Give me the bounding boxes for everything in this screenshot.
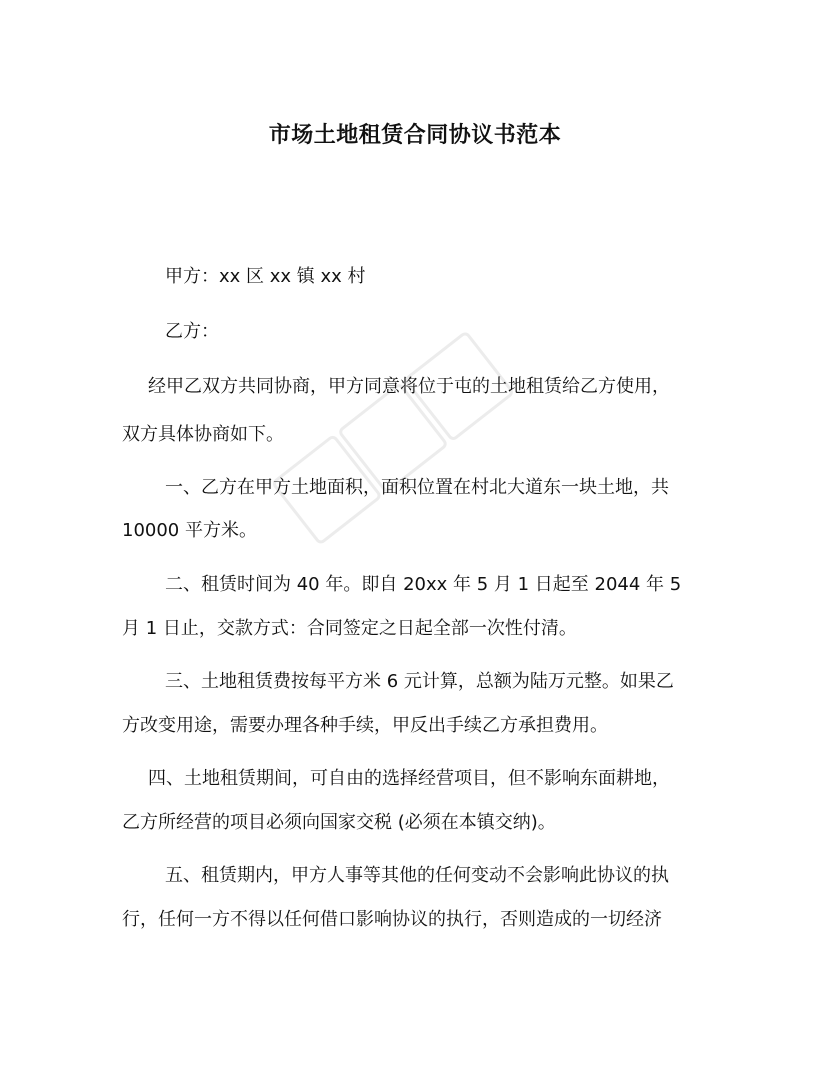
- intro-line-2: 双方具体协商如下。: [122, 424, 284, 445]
- intro-line-1: 经甲乙双方共同协商，甲方同意将位于屯的土地租赁给乙方使用，: [148, 376, 670, 397]
- party-b: 乙方：: [165, 321, 219, 342]
- document-title: 市场土地租赁合同协议书范本: [268, 123, 562, 148]
- clause-1-line-2: 10000 平方米。: [122, 520, 257, 541]
- clause-4-line-1: 四、土地租赁期间，可自由的选择经营项目，但不影响东面耕地，: [148, 768, 670, 789]
- clause-3-line-2: 方改变用途，需要办理各种手续，甲反出手续乙方承担费用。: [122, 715, 608, 736]
- clause-4-line-2: 乙方所经营的项目必须向国家交税 (必须在本镇交纳)。: [122, 812, 556, 833]
- party-a: 甲方：xx 区 xx 镇 xx 村: [165, 266, 366, 287]
- clause-1-line-1: 一、乙方在甲方土地面积，面积位置在村北大道东一块土地，共: [165, 477, 669, 498]
- clause-5-line-2: 行，任何一方不得以任何借口影响协议的执行，否则造成的一切经济: [122, 909, 662, 930]
- clause-2-line-1: 二、租赁时间为 40 年。即自 20xx 年 5 月 1 日起至 2044 年 5: [165, 574, 682, 595]
- clause-2-line-2: 月 1 日止，交款方式：合同签定之日起全部一次性付清。: [122, 618, 577, 639]
- watermark-stamp-icon: [271, 323, 550, 578]
- clause-3-line-1: 三、土地租赁费按每平方米 6 元计算，总额为陆万元整。如果乙: [165, 671, 674, 692]
- clause-5-line-1: 五、租赁期内，甲方人事等其他的任何变动不会影响此协议的执: [165, 865, 669, 886]
